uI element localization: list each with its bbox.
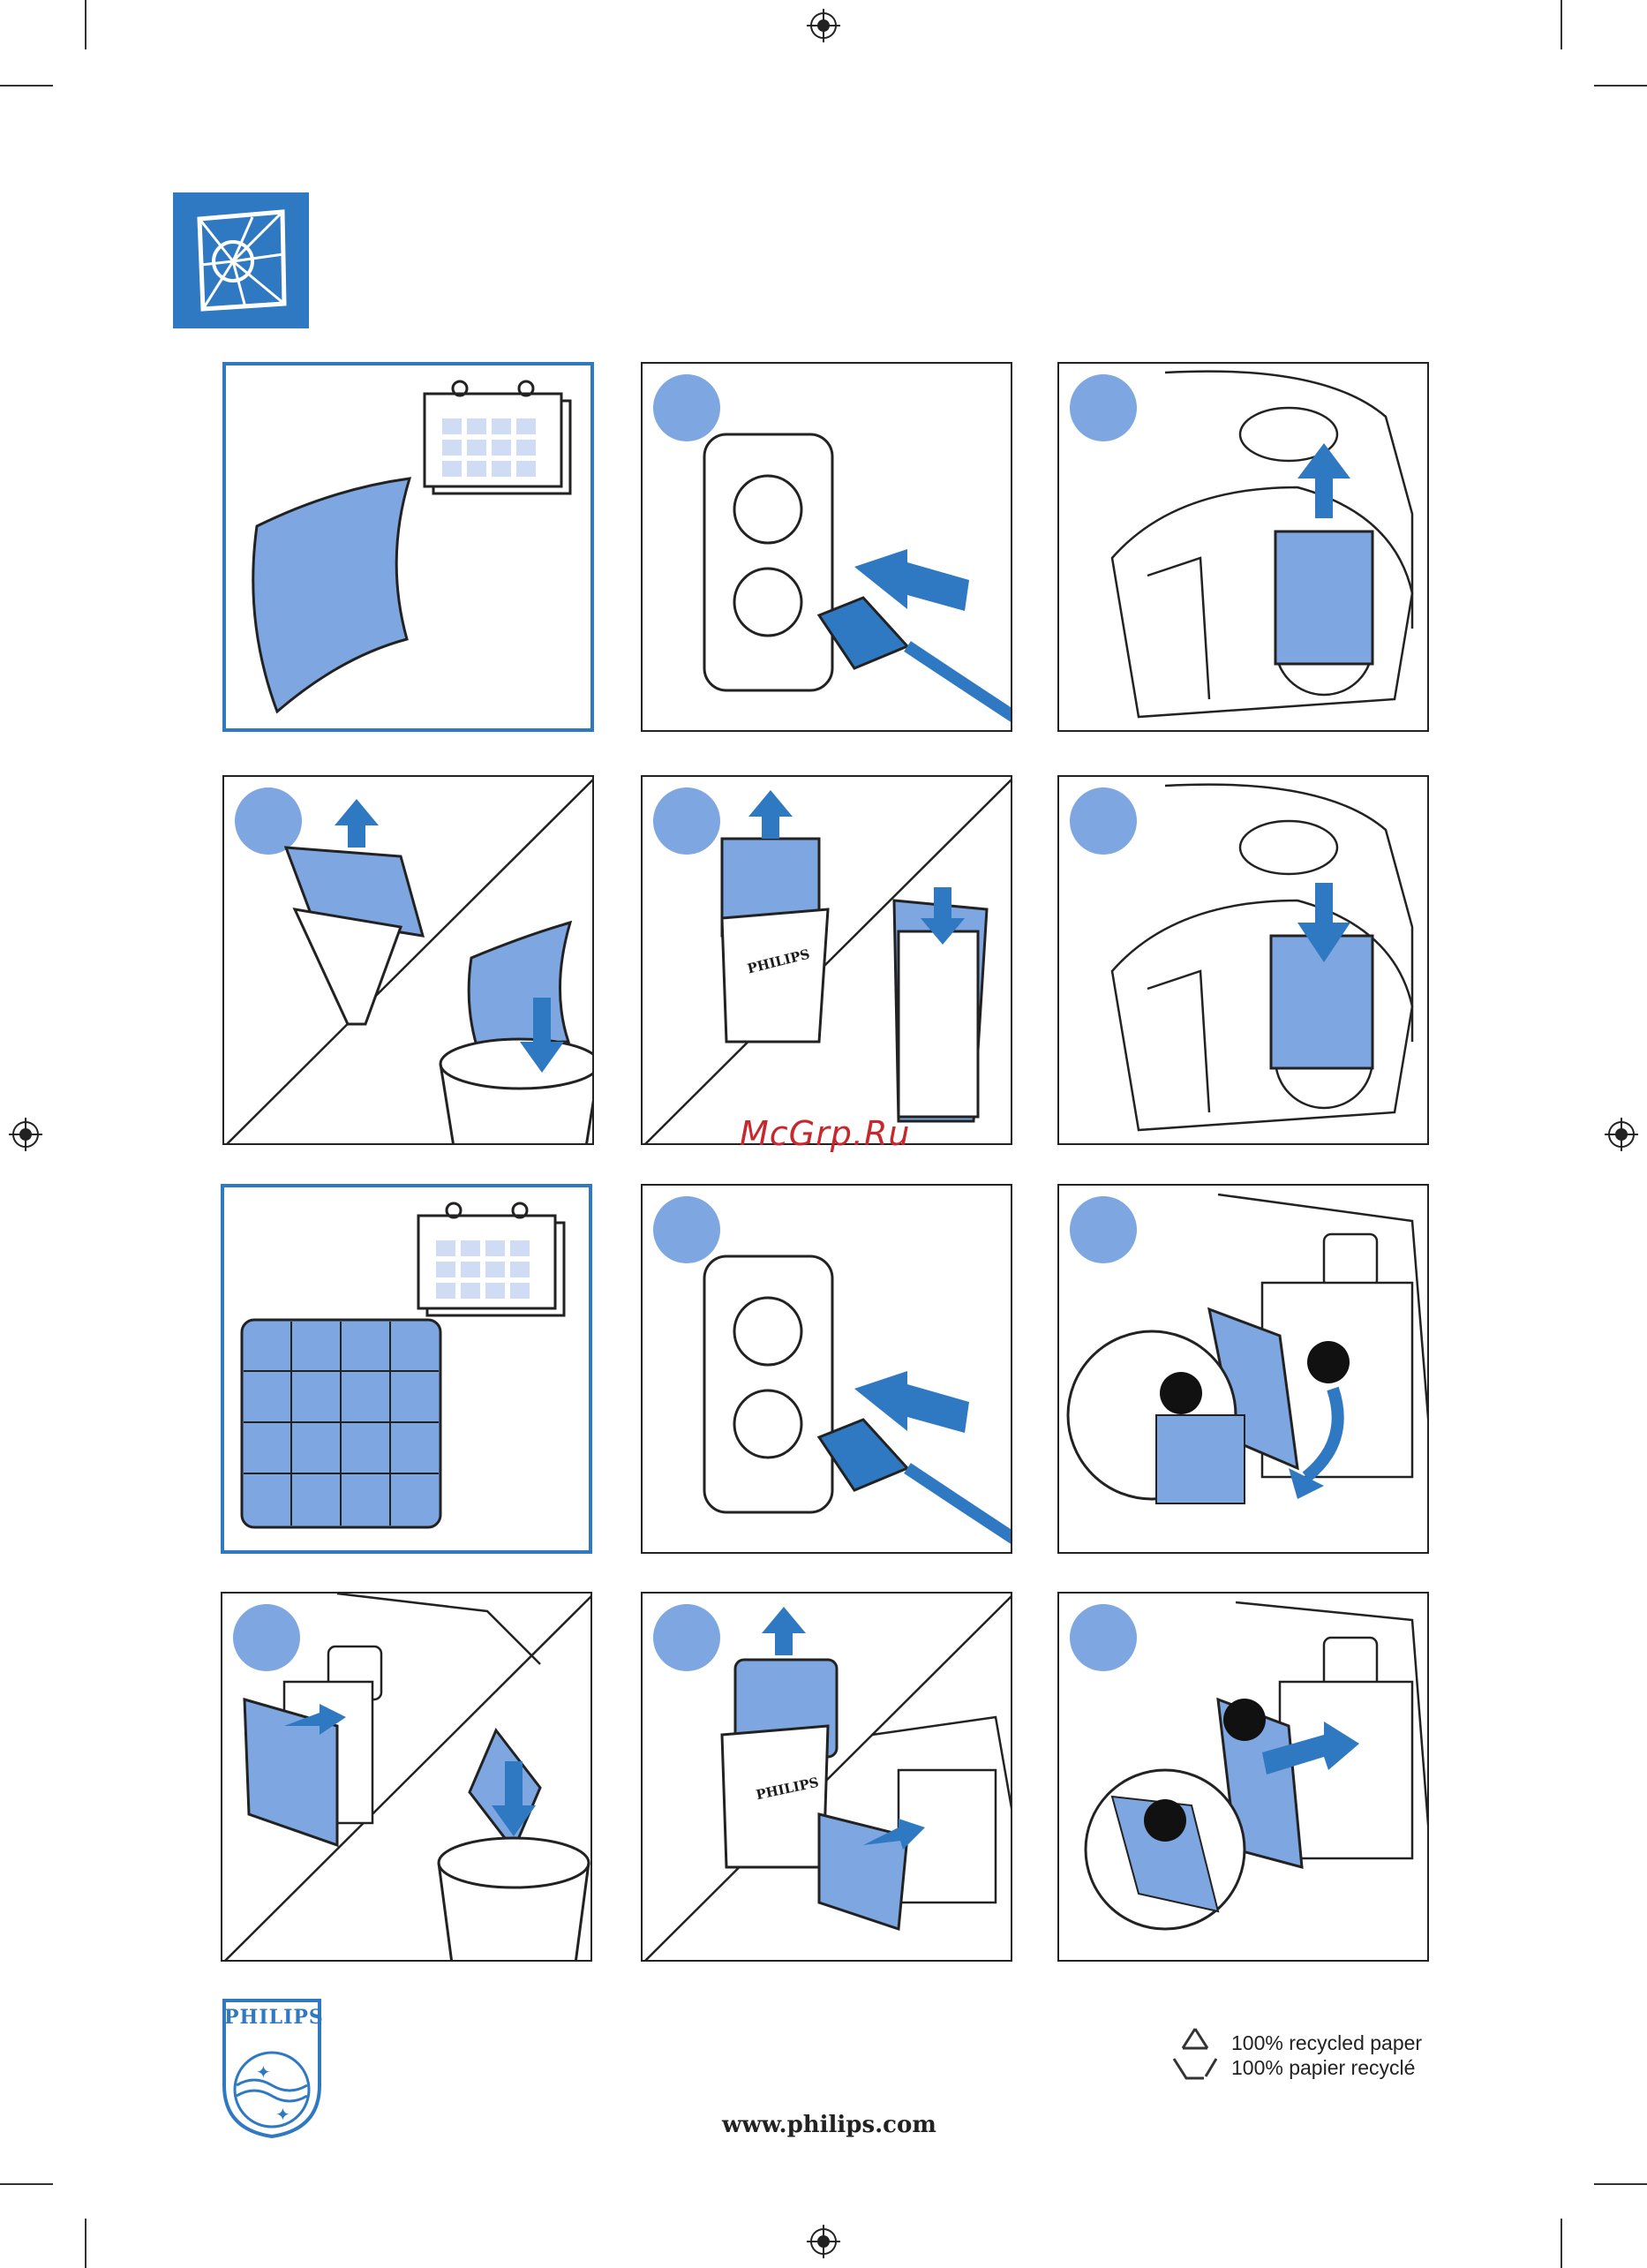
panel-close-grille [1057, 1592, 1429, 1962]
panel-new-filter [641, 775, 1012, 1145]
sheet-filter-icon [253, 478, 410, 712]
filter-icon [173, 192, 309, 328]
crop-mark [1594, 85, 1647, 87]
recycled-note [1231, 2031, 1422, 2080]
registration-mark-icon [807, 2225, 840, 2258]
wall-socket-icon [704, 1256, 832, 1512]
svg-text:✦: ✦ [275, 2104, 290, 2125]
callout-dot [1160, 1372, 1202, 1414]
recycle-icon [1165, 2023, 1225, 2083]
filter-icon [1275, 531, 1372, 664]
panel-remove-filter [1057, 362, 1429, 732]
registration-mark-icon [9, 1118, 42, 1151]
crop-mark [1561, 0, 1562, 49]
panel-unplug-2 [641, 1184, 1012, 1554]
trash-bin-icon [439, 1838, 589, 1962]
philips-wordmark: PHILIPS [224, 2006, 324, 2029]
plug-icon [819, 598, 1012, 717]
registration-mark-icon [807, 9, 840, 42]
recycled-en: 100% recycled paper [1231, 2031, 1423, 2054]
panel-new-grid-filter [641, 1592, 1012, 1962]
watermark: McGrp.Ru [740, 1114, 911, 1153]
callout-dot [1307, 1341, 1350, 1383]
callout-dot [1223, 1699, 1266, 1741]
panel-insert-filter [1057, 775, 1429, 1145]
panel-schedule-grid-filter [221, 1184, 592, 1554]
up-arrow-icon [335, 799, 379, 848]
registration-mark-icon [1605, 1118, 1638, 1151]
panel-schedule-sheet-filter [222, 362, 594, 732]
panel-discard-filter [222, 775, 594, 1145]
filter-section-icon [173, 192, 309, 328]
filter-package-icon [722, 909, 828, 1042]
arrow-icon [854, 1371, 969, 1433]
crop-mark [85, 2219, 86, 2268]
panel-unplug-1 [641, 362, 1012, 732]
svg-text:✦: ✦ [256, 2061, 271, 2083]
up-arrow-icon [1297, 443, 1350, 518]
package-label: PHILIPS [745, 946, 812, 977]
filter-frame-icon [899, 931, 978, 1117]
crop-mark [85, 0, 86, 49]
grid-filter-icon [242, 1320, 440, 1527]
callout-dot [1144, 1799, 1186, 1842]
crop-mark [1561, 2219, 1562, 2268]
website-link[interactable]: www.philips.com [722, 2112, 936, 2138]
recycled-fr: 100% papier recyclé [1231, 2056, 1416, 2079]
panel-discard-grid-filter [221, 1592, 592, 1962]
wall-socket-icon [704, 434, 832, 690]
up-arrow-icon [748, 790, 793, 839]
plug-icon [819, 1420, 1012, 1539]
crop-mark [0, 85, 53, 87]
crop-mark [1594, 2183, 1647, 2185]
package-label: PHILIPS [754, 1774, 821, 1804]
trash-bin-icon [440, 1039, 594, 1145]
panel-open-grille [1057, 1184, 1429, 1554]
arrow-icon [854, 549, 969, 611]
up-arrow-icon [762, 1607, 806, 1655]
crop-mark [0, 2183, 53, 2185]
